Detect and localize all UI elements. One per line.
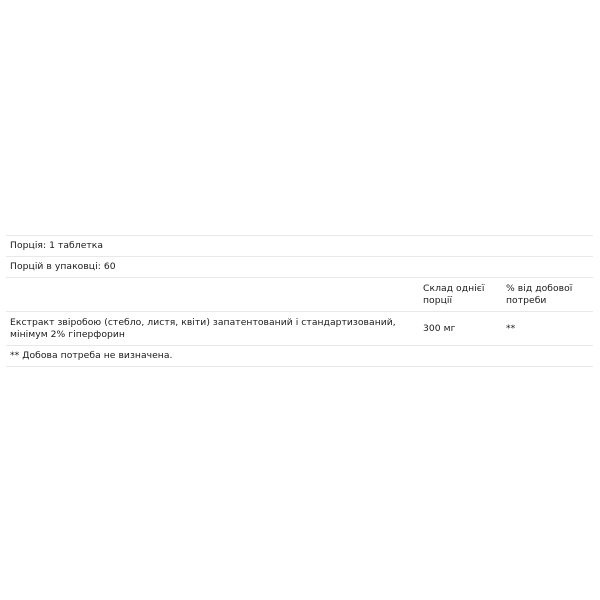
- footnote-row: [6, 346, 593, 367]
- ingredient-amount: 300 мг: [419, 312, 502, 346]
- ingredient-name: Екстракт звіробою (стебло, листя, квіти) запатентований і стандартизований, мінімум 2% гіперфорин: [6, 312, 419, 346]
- footnote-text: ** Добова потреба не визначена.: [6, 346, 593, 367]
- ingredient-daily-value: **: [502, 312, 593, 346]
- serving-size-row: [6, 236, 593, 257]
- header-daily-value-label: % від добової потреби: [502, 278, 593, 312]
- serving-size-text: Порція: 1 таблетка: [6, 236, 593, 257]
- servings-per-container-row: [6, 257, 593, 278]
- supplement-facts-table: [6, 235, 593, 367]
- table-header-row: [6, 278, 593, 312]
- servings-per-container-text: Порцій в упаковці: 60: [6, 257, 593, 278]
- header-name-cell: [6, 278, 419, 312]
- ingredient-row: [6, 312, 593, 346]
- header-amount-label: Склад однієї порції: [419, 278, 502, 312]
